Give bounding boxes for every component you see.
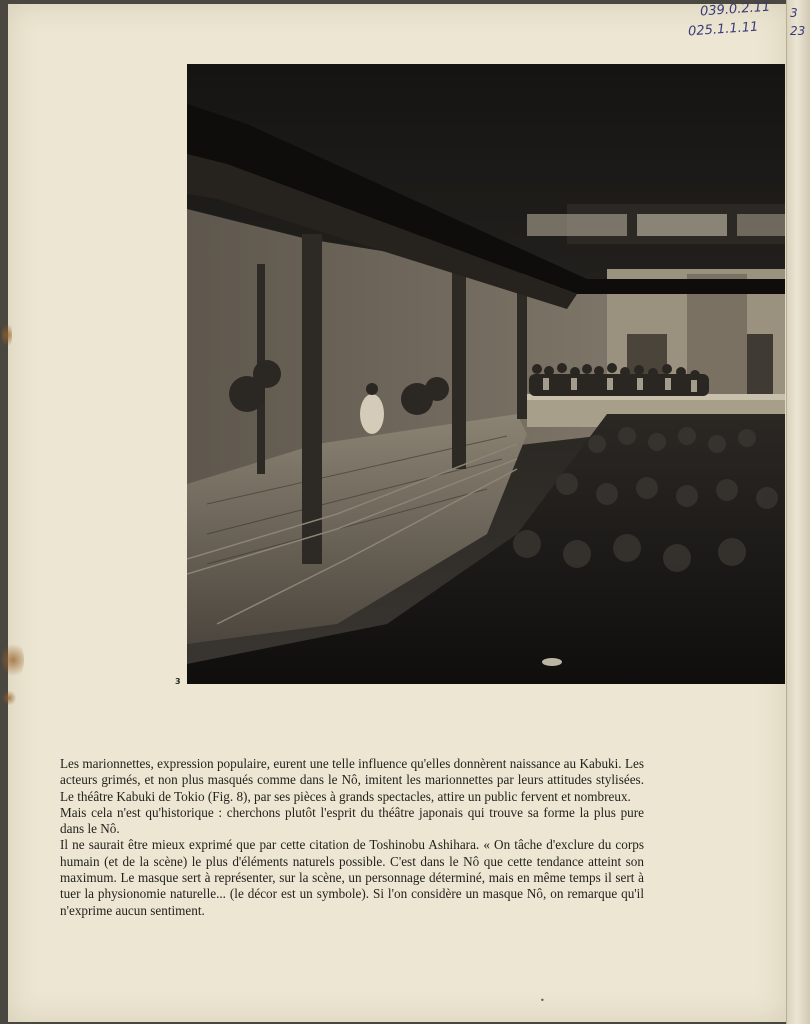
photo-noh-theatre (187, 64, 785, 684)
strip-mark-top: 3 (790, 6, 798, 20)
strip-mark-bottom: 23 (790, 24, 806, 38)
call-number-line-2: 025.1.1.11 (687, 19, 759, 40)
paragraph: Les marionnettes, expression populaire, eurent une telle influence qu'elles donnèrent naissance au Kabuki. Les acteurs grimés, et non plus masqués comme dans le Nô, imitent les marionnettes par leurs attitudes stylisées. Le théâtre Kabuki de Tokio (Fig. 8), par ses pièces à grands spectacles, attire un public fervent et nombreux. (60, 756, 644, 804)
paper-stain (2, 320, 12, 350)
figure-number: 3 (175, 677, 181, 686)
body-text (60, 756, 644, 919)
page-mark: • (540, 996, 545, 1005)
call-number-line-1: 039.0.2.11 (699, 0, 771, 20)
photo-noh-stage-illustration (187, 64, 785, 684)
paper-stain (2, 690, 16, 706)
paper-stain (2, 640, 24, 680)
paragraph: Mais cela n'est qu'historique : cherchons plutôt l'esprit du théâtre japonais qui trouve sa forme la plus pure dans le Nô. (60, 804, 644, 837)
paragraph: Il ne saurait être mieux exprimé que par cette citation de Toshinobu Ashihara. « On tâche d'exclure du corps humain (et de la scène) le plus d'éléments naturels possible. C'est dans le Nô que cette tendance atteint son maximum. Le masque sert à représenter, sur la scène, un personnage déterminé, mais en même temps il sert à tuer la physionomie naturelle... (le décor est un symbole). Si l'on considère un masque Nô, on remarque qu'il n'exprime aucun sentiment. (60, 837, 644, 918)
page-edge-strip (786, 0, 810, 1024)
